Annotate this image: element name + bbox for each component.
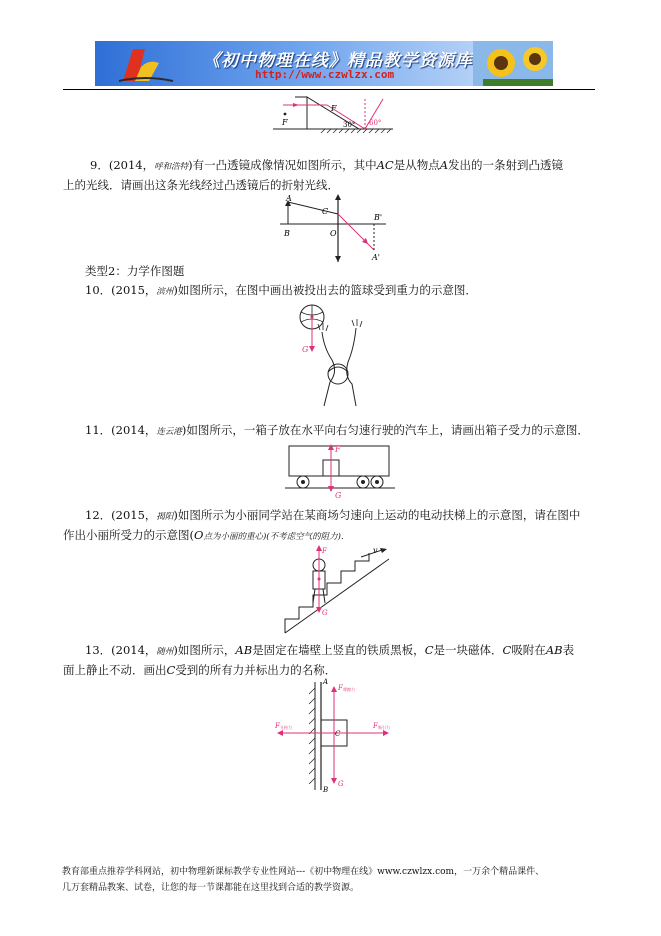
header-banner bbox=[95, 41, 553, 86]
var-c: C bbox=[502, 643, 512, 657]
question-number: 11． bbox=[85, 423, 112, 437]
label-b-prime: B' bbox=[374, 213, 383, 222]
label-f-friction-sub: 摩擦力 bbox=[343, 687, 355, 692]
logo-icon bbox=[115, 41, 175, 86]
question-number: 9． bbox=[90, 158, 109, 172]
question-source: (2015， bbox=[111, 283, 157, 297]
label-c: C bbox=[335, 730, 341, 738]
header-rule bbox=[63, 89, 595, 90]
question-place: 揭阳 bbox=[156, 512, 174, 522]
question-text: 表 bbox=[562, 643, 575, 657]
question-text: 发出的一条射到凸透镜 bbox=[448, 158, 564, 172]
question-place: 随州 bbox=[156, 647, 174, 657]
question-text: )(不考虑空气的阻力)． bbox=[262, 532, 350, 542]
label-angle-60: 60° bbox=[369, 119, 382, 127]
question-number: 10． bbox=[85, 283, 112, 297]
question-source: (2014， bbox=[111, 643, 157, 657]
figure-convex-lens bbox=[278, 192, 388, 264]
label-f-support-sub: 支持力 bbox=[280, 725, 292, 730]
label-f-attract-sub: 吸引力 bbox=[378, 725, 390, 730]
figure-car-box bbox=[285, 440, 395, 500]
footer-line-1: 教育部重点推荐学科网站，初中物理新课标教学专业性网站---《初中物理在线》www.czwlzx.com，一万余个精品课件、 bbox=[62, 867, 545, 877]
label-v: v bbox=[373, 546, 378, 555]
question-number: 13． bbox=[85, 643, 112, 657]
var-ac: AC bbox=[376, 158, 394, 172]
question-11 bbox=[85, 420, 589, 442]
question-place: 呼和浩特 bbox=[154, 162, 189, 172]
question-number: 12． bbox=[85, 508, 112, 522]
question-13-line2 bbox=[63, 660, 336, 680]
question-text: 受到的所有力并标出力的名称． bbox=[175, 663, 337, 677]
label-g: G bbox=[335, 491, 342, 500]
question-9-line1 bbox=[90, 155, 563, 177]
question-text: 吸附在 bbox=[511, 643, 546, 657]
figure-prism-refraction bbox=[265, 93, 400, 138]
var-a: A bbox=[439, 158, 449, 172]
label-b: B bbox=[323, 786, 329, 794]
label-f-support: F bbox=[275, 722, 280, 730]
question-text: 是从物点 bbox=[393, 158, 440, 172]
label-f-attract: F bbox=[373, 722, 378, 730]
question-place: 滨州 bbox=[156, 287, 174, 297]
question-source: (2014， bbox=[111, 423, 157, 437]
label-f-focus: F bbox=[282, 118, 288, 127]
question-source: (2014， bbox=[108, 158, 155, 172]
var-c: C bbox=[424, 643, 434, 657]
label-g: G bbox=[302, 345, 309, 354]
question-12-line1 bbox=[85, 505, 580, 527]
question-text: )如图所示， bbox=[173, 643, 236, 657]
question-text: )如图所示，在图中画出被投出去的篮球受到重力的示意图． bbox=[173, 283, 477, 297]
section-heading: 类型2：力学作图题 bbox=[85, 264, 185, 278]
question-10 bbox=[85, 280, 477, 302]
label-g: G bbox=[338, 780, 344, 788]
question-text: )如图所示，一箱子放在水平向右匀速行驶的汽车上，请画出箱子受力的示意图． bbox=[181, 423, 589, 437]
question-9-line2: 上的光线．请画出这条光线经过凸透镜后的折射光线． bbox=[63, 178, 339, 192]
question-text: 是固定在墙壁上竖直的铁质黑板， bbox=[252, 643, 425, 657]
label-b: B bbox=[284, 229, 290, 238]
question-text: )有一凸透镜成像情况如图所示，其中 bbox=[188, 158, 377, 172]
var-ab: AB bbox=[545, 643, 563, 657]
figure-magnet-board bbox=[265, 678, 395, 798]
question-text: )如图所示为小丽同学站在某商场匀速向上运动的电动扶梯上的示意图，请在图中 bbox=[173, 508, 581, 522]
question-place: 连云港 bbox=[156, 427, 182, 437]
figure-basketball bbox=[292, 302, 370, 410]
question-13-line1 bbox=[85, 640, 574, 662]
sunflower-image bbox=[473, 41, 553, 86]
var-o: O bbox=[194, 528, 204, 542]
question-text: 面上静止不动．画出 bbox=[63, 663, 167, 677]
label-a-prime: A' bbox=[372, 253, 380, 262]
label-f: F bbox=[322, 547, 327, 555]
question-text: 是一块磁体． bbox=[433, 643, 503, 657]
var-ab: AB bbox=[235, 643, 253, 657]
label-angle-30: 30° bbox=[343, 121, 356, 129]
label-c: C bbox=[322, 207, 329, 216]
label-a: A bbox=[286, 194, 292, 203]
question-text: 点为小丽的重心 bbox=[203, 532, 263, 542]
banner-url: http://www.czwlzx.com bbox=[255, 68, 395, 81]
label-f: F bbox=[335, 445, 341, 454]
figure-escalator bbox=[283, 545, 393, 637]
question-source: (2015， bbox=[111, 508, 157, 522]
question-text: 作出小丽所受力的示意图( bbox=[63, 528, 194, 542]
label-o: O bbox=[330, 229, 337, 238]
label-f-friction: F bbox=[338, 684, 343, 692]
label-g: G bbox=[322, 609, 328, 617]
question-12-line2 bbox=[63, 525, 349, 547]
footer-line-2: 几万套精品教案、试卷，让您的每一节课都能在这里找到合适的教学资源。 bbox=[62, 883, 360, 893]
label-f-prism: F bbox=[331, 104, 337, 113]
var-c: C bbox=[166, 663, 176, 677]
banner-title: 《初中物理在线》精品教学资源库 bbox=[203, 51, 473, 71]
label-a: A bbox=[323, 678, 329, 686]
page-footer bbox=[62, 864, 602, 896]
